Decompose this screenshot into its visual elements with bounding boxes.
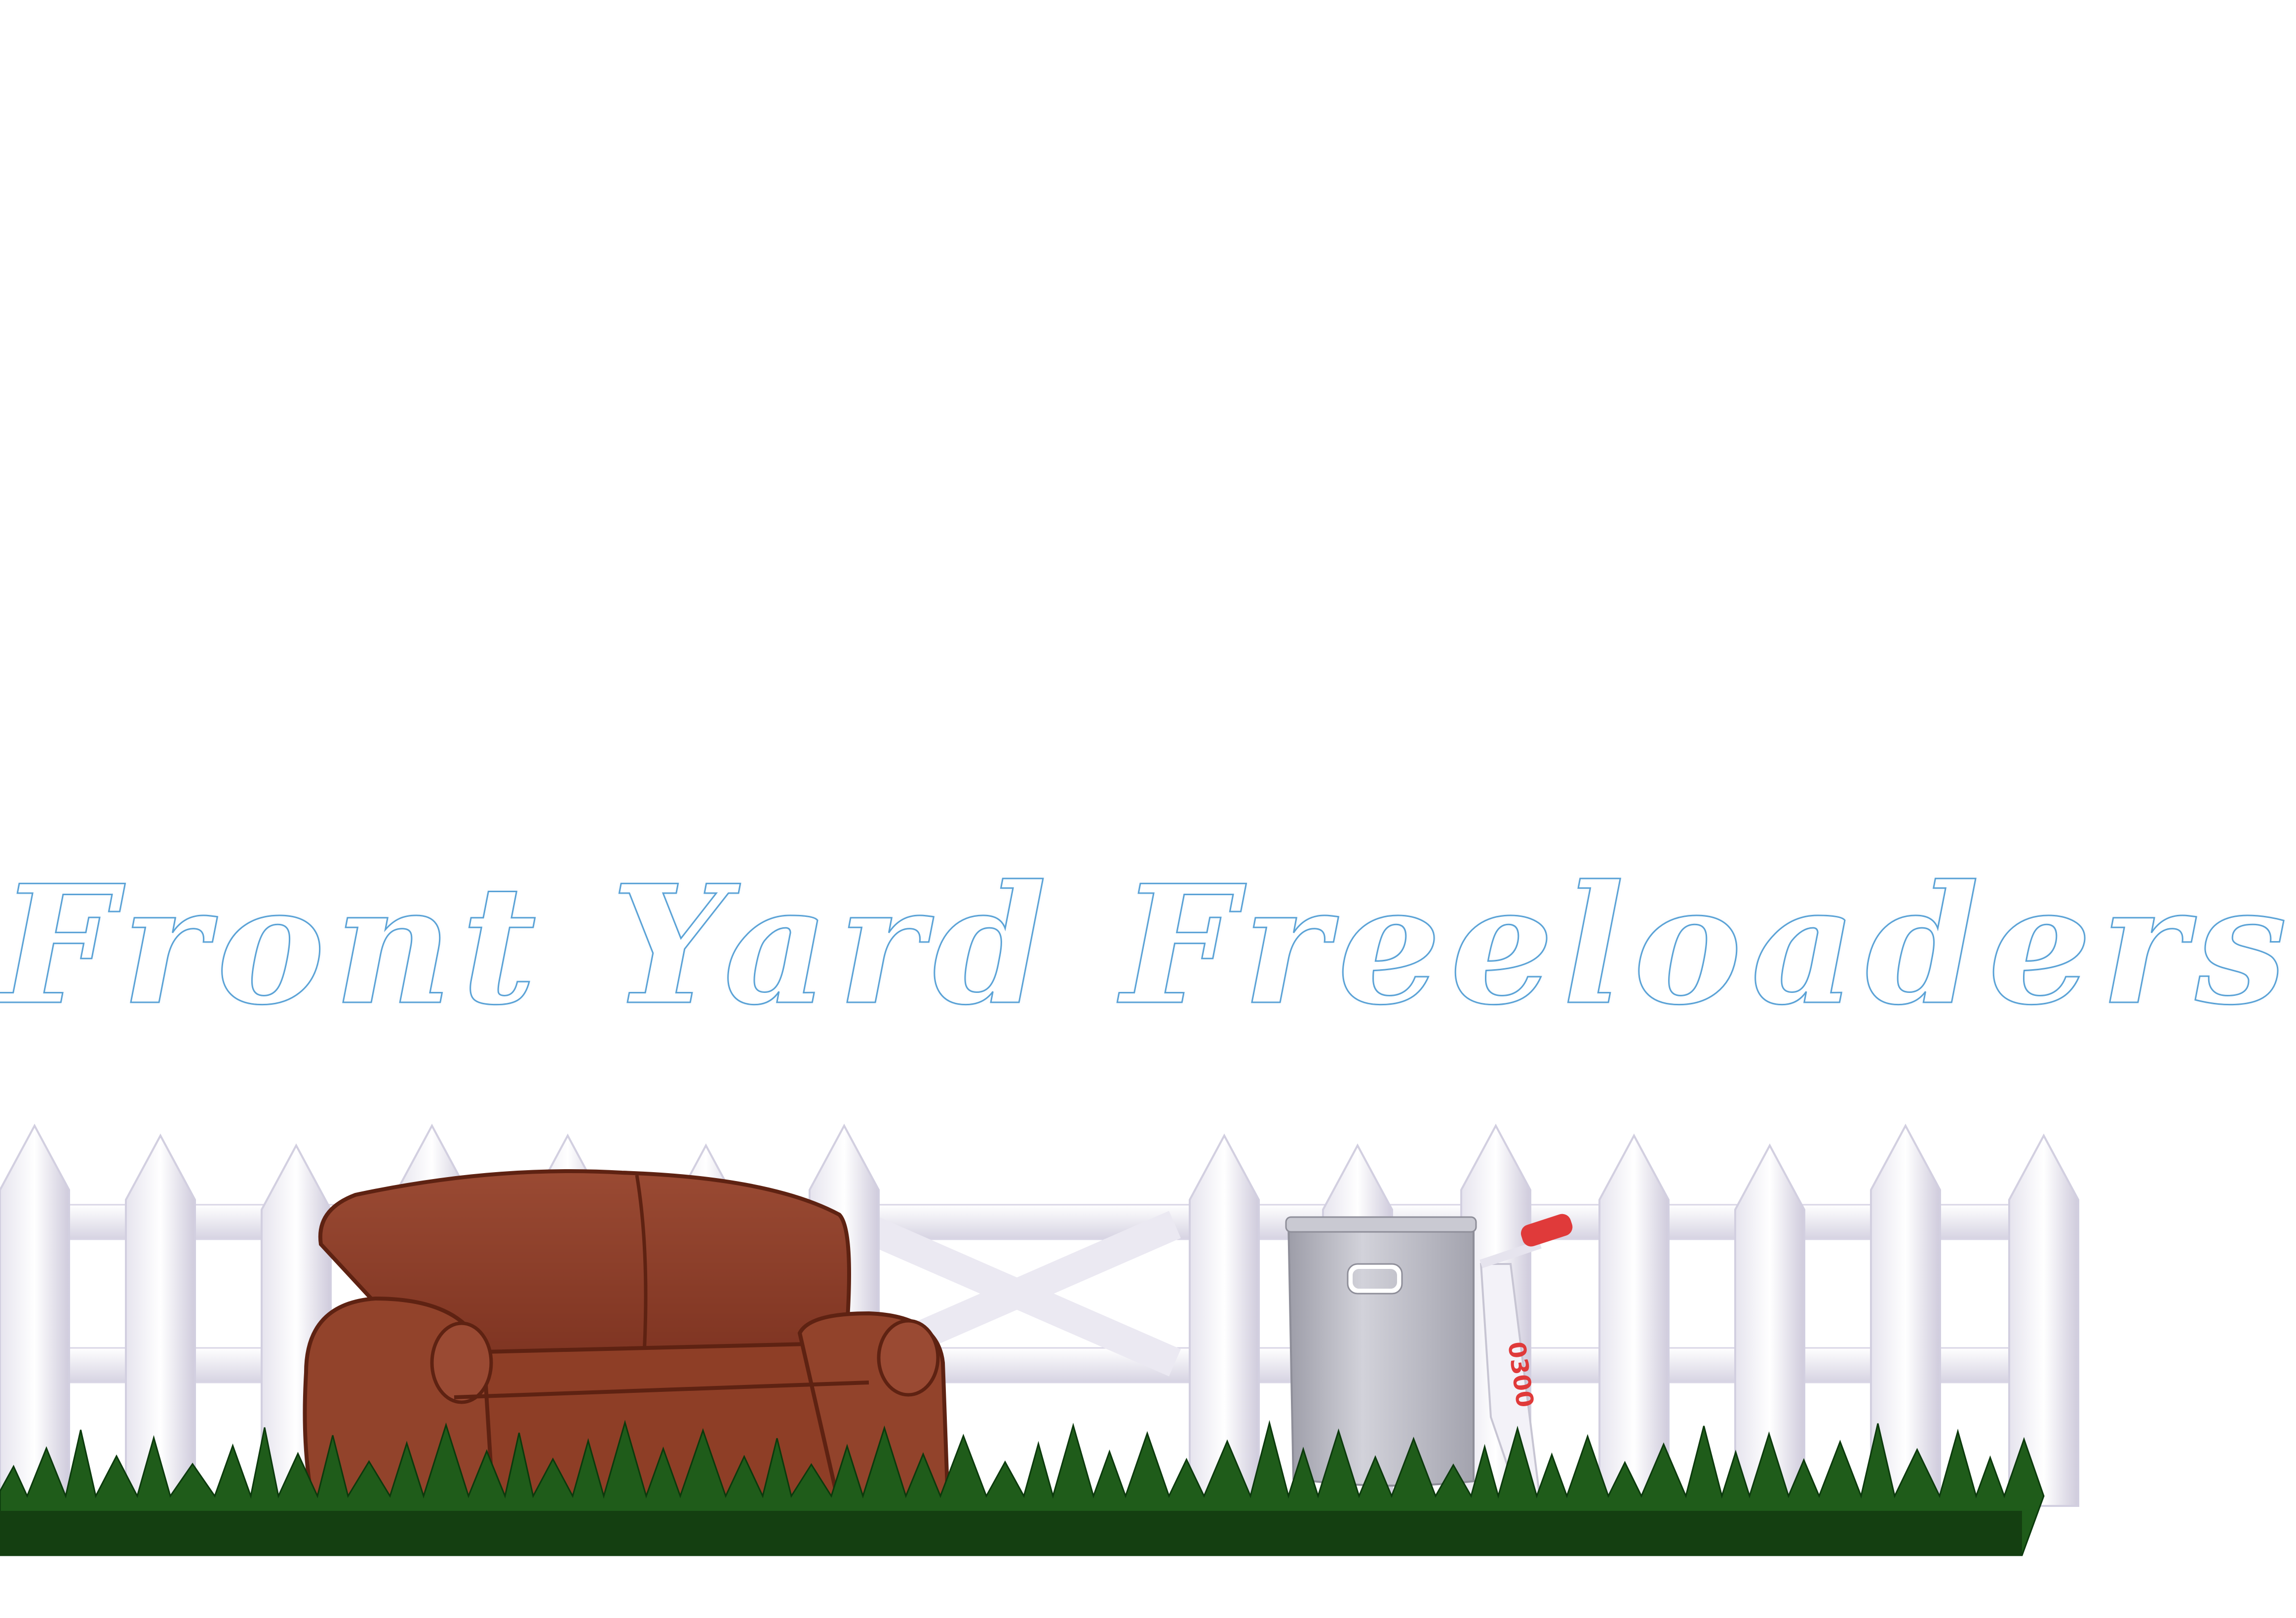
fence-picket	[1599, 1136, 1669, 1506]
fence-picket	[126, 1136, 195, 1506]
game-title: Front Yard Freeloaders	[0, 849, 2296, 1041]
fence-picket	[0, 1126, 69, 1506]
mailbox-number: 0300	[1502, 1340, 1539, 1409]
trash-can	[1286, 1217, 1476, 1486]
